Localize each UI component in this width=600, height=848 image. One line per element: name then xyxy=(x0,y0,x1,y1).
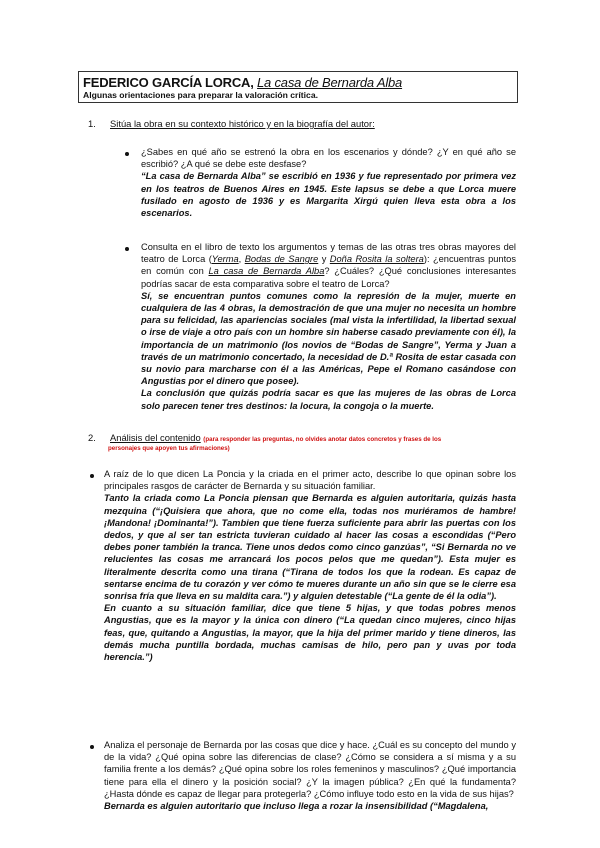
list-item xyxy=(104,468,516,663)
answer-text: En cuanto a su situación familiar, dice que tiene 5 hijas, y que todas pobres menos Angustias, que es la mayor y la única con dinero (“La quedan cinco mujeres, cinco hijas feas, que, quitando a Angustias, la mayor, que la hija del primer marido y tiene dineros, las demás mucha puntilla bordada, muchas camisas de hilo, pero pan y uvas por toda herencia.”) xyxy=(104,603,516,663)
answer-text: “La casa de Bernarda Alba” se escribió en 1936 y fue representado por primera vez en los teatros de Buenos Aires en 1945. Este lapsus se debe a que Lorca muere fusilado en agosto de 1936 y es Margarita Xirgú quien lleva esta obra a los escenarios. xyxy=(141,171,516,219)
bullet-icon xyxy=(125,247,129,251)
question-part: y xyxy=(318,254,330,265)
section-2-note-continued: personajes que apoyen tus afirmaciones) xyxy=(108,445,230,452)
question-text: A raíz de lo que dicen La Poncia y la criada en el primer acto, describe lo que opinan sobre los principales rasgos de carácter de Bernarda y su situación familiar. xyxy=(104,469,516,492)
section-2-note: (para responder las preguntas, no olvides anotar datos concretos y frases de los xyxy=(203,436,442,443)
page-subtitle: Algunas orientaciones para preparar la valoración crítica. xyxy=(83,90,318,100)
question-part: , xyxy=(238,254,245,265)
question-text xyxy=(141,241,516,290)
work-link-yerma: Yerma xyxy=(211,254,239,265)
bullet-icon xyxy=(90,745,94,749)
answer-text: Bernarda es alguien autoritario que incluso llega a rozar la insensibilidad (“Magdalena, xyxy=(104,801,489,812)
title-box xyxy=(78,71,518,103)
answer-text: Tanto la criada como La Poncia piensan que Bernarda es alguien autoritaria, quizás hasta mezquina (“¡Quisiera que ahora, que no come ella, todas nos muriéramos de hambre! ¡Mandona! ¡Dominanta!”). Tambien que tiene fuerza suficiente para abrir las puertas con los dedos, y que al ser tan estricta tuvieran cuidado al hacer las cosas a escondidas (“Pero debes poner también la tranca. Tiene unos dedos como cinco ganzúas”, “Si Bernarda no ve relucientes las cosas me arrancará los pocos pelos que me quedan”). Esta mujer es literalmente descrita como una tirana (“Tirana de todos los que la rodean. Es capaz de sentarse encima de tu corazón y ver cómo te mueres durante un año sin que se le cierre esa sonrisa fría que lleva en su maldita cara.”) y alguien detestable (“La gente de él la odia”). xyxy=(104,493,516,602)
section-2-number: 2. xyxy=(88,432,96,443)
section-1-heading xyxy=(88,118,518,131)
question-part: ? ¿Cuáles? ¿Qué conclusiones interesantes podrías sacar de esta comparativa sobre el teatro de Lorca? xyxy=(141,266,517,289)
answer-text: La conclusión que quizás podría sacar es que las mujeres de las obras de Lorca solo parecen tener tres destinos: la locura, la congoja o la muerte. xyxy=(141,388,516,411)
question-part: ): ¿encuentras puntos en común con xyxy=(141,254,516,277)
question-text: ¿Sabes en qué año se estrenó la obra en los escenarios y dónde? ¿Y en qué año se escribió? ¿A qué se debe este desfase? xyxy=(141,147,516,170)
work-title: La casa de Bernarda Alba xyxy=(257,75,403,90)
section-1-title: Sitúa la obra en su contexto histórico y en la biografía del autor: xyxy=(110,118,375,129)
list-item xyxy=(141,241,516,412)
question-part: Consulta en el libro de texto los argumentos y temas de las otras tres obras mayores del teatro de Lorca ( xyxy=(141,242,516,265)
answer-text: Sí, se encuentran puntos comunes como la represión de la mujer, muerte en cualquiera de las 4 obras, la demostración de que una mujer no necesita un hombre para su felicidad, las apariencias sociales (mal vista la infertilidad, la libertad sexual o irse de viaje a otro país con un hombre sin haberse casado previamente con él), la importancia de un matrimonio (los novios de “Bodas de Sangre”, Yerma y Juan a través de un matrimonio concertado, la necesidad de D.ª Rosita de estar casada con su novio para marcharse con él a las Américas, Pepe el Romano casándose con Angustias por el dinero que posee). xyxy=(141,290,516,387)
section-2-title: Análisis del contenido xyxy=(110,432,201,443)
author-name: FEDERICO GARCÍA LORCA, xyxy=(83,75,258,90)
list-item xyxy=(104,739,516,812)
question-text: Analiza el personaje de Bernarda por las cosas que dice y hace. ¿Cuál es su concepto del mundo y de la vida? ¿Qué opina sobre las diferencias de clase? ¿Cómo se considera a sí misma y a su familia frente a los demás? ¿Qué opina sobre los roles femeninos y masculinos? ¿Qué importancia tiene para ella el dinero y la posición social? ¿Y la imagen pública? ¿En qué la fundamenta? ¿Hasta dónde es capaz de llegar para protegerla? ¿Cómo influye todo esto en la vida de sus hijas? xyxy=(104,740,516,799)
work-link-bodas: Bodas de Sangre xyxy=(244,254,319,265)
page-title xyxy=(83,75,513,90)
list-item xyxy=(141,146,516,219)
work-link-bernarda: La casa de Bernarda Alba xyxy=(208,266,325,277)
work-link-rosita: Doña Rosita la soltera xyxy=(329,254,424,265)
bullet-icon xyxy=(90,474,94,478)
bullet-icon xyxy=(125,152,129,156)
section-1-number: 1. xyxy=(88,118,96,129)
